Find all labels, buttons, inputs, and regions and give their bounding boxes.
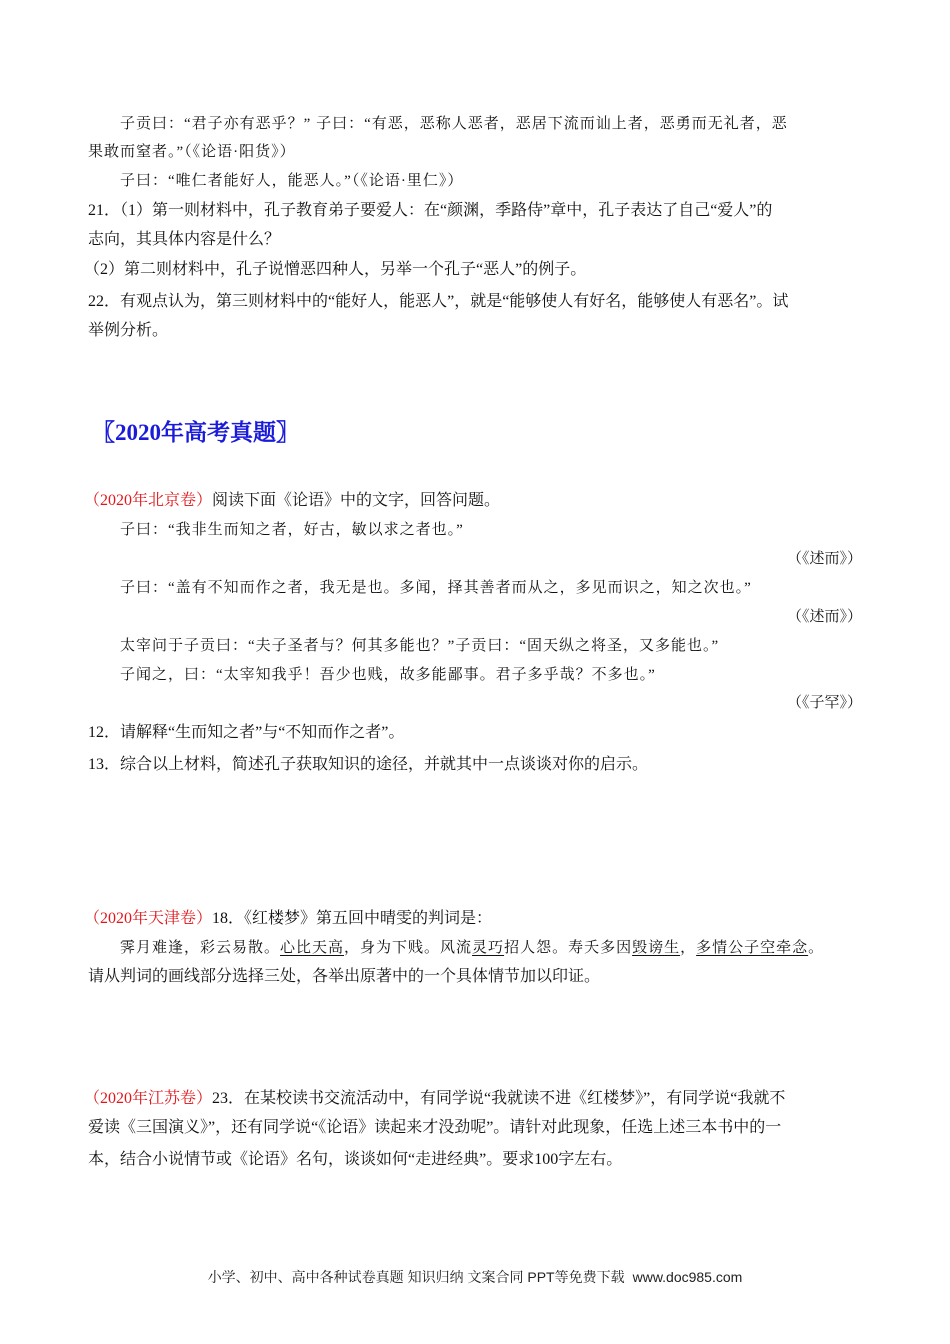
verse-text: 。 (808, 940, 825, 956)
verse-text: ，身为下贱。风流 (344, 940, 473, 956)
verse-underlined: 毁谤生 (632, 940, 681, 956)
beijing-intro (84, 491, 500, 511)
citation-shuer-1: （《述而》） (786, 551, 862, 567)
tianjin-instruction: 请从判词的画线部分选择三处，各举出原著中的一个具体情节加以印证。 (88, 968, 601, 985)
footer-text: 小学、初中、高中各种试卷真题 知识归纳 文案合同 PPT等免费下载 (207, 1269, 625, 1285)
source-label: （2020年北京卷） (84, 492, 213, 509)
source-label: （2020年天津卷） (84, 910, 213, 927)
quote-zihan-2: 子闻之，曰：“太宰知我乎！吾少也贱，故多能鄙事。君子多乎哉？不多也。” (120, 667, 656, 683)
verse-text: 霁月难逢，彩云易散。 (120, 940, 281, 956)
qingwen-verse (120, 938, 824, 958)
question-12: 12．请解释“生而知之者”与“不知而作之者”。 (88, 724, 405, 741)
jiangsu-question-23-line2: 爱读《三国演义》”，还有同学说“《论语》读起来才没劲呢”。请针对此现象，任选上述三本书中的一 (88, 1119, 782, 1136)
question-text: 23．在某校读书交流活动中，有同学说“我就读不进《红楼梦》”，有同学说“我就不 (212, 1090, 786, 1107)
quote-shuer-1: 子曰：“我非生而知之者，好古，敏以求之者也。” (120, 522, 464, 538)
question-21-line2: 志向，其具体内容是什么？ (88, 231, 281, 248)
quote-shuer-2: 子曰：“盖有不知而作之者，我无是也。多闻，择其善者而从之，多见而识之，知之次也。” (120, 580, 752, 596)
verse-underlined: 心比天高 (280, 940, 345, 956)
verse-underlined: 灵巧 (472, 940, 505, 956)
quote-liren: 子曰：“唯仁者能好人，能恶人。”（《论语·里仁》） (120, 173, 464, 189)
verse-underlined: 多情公子空牵念 (696, 940, 809, 956)
question-13: 13．综合以上材料，简述孔子获取知识的途径，并就其中一点谈谈对你的启示。 (88, 756, 649, 773)
tianjin-question-18 (84, 909, 492, 929)
citation-zihan: （《子罕》） (786, 695, 862, 711)
question-22-line2: 举例分析。 (88, 322, 169, 339)
jiangsu-question-23-line3: 本，结合小说情节或《论语》名句，谈谈如何“走进经典”。要求100字左右。 (88, 1151, 623, 1168)
intro-text: 阅读下面《论语》中的文字，回答问题。 (212, 492, 501, 509)
quote-yanghuo: 子贡曰：“君子亦有恶乎？” 子曰：“有恶，恶称人恶者，恶居下流而讪上者，恶勇而无礼者，恶 (120, 116, 788, 132)
jiangsu-question-23-line1 (84, 1089, 785, 1109)
question-21-line1: 21．（1）第一则材料中，孔子教育弟子要爱人：在“颜渊，季路侍”章中，孔子表达了自己“爱人”的 (88, 202, 773, 219)
source-label: （2020年江苏卷） (84, 1090, 213, 1107)
citation-shuer-2: （《述而》） (786, 609, 862, 625)
section-heading: 〖2020年高考真题〗 (92, 420, 299, 445)
verse-text: 招人怨。寿夭多因 (504, 940, 633, 956)
quote-yanghuo-cont: 果敢而窒者。”（《论语·阳货》） (88, 144, 296, 160)
question-21-part2: （2）第二则材料中，孔子说憎恶四种人，另举一个孔子“恶人”的例子。 (84, 261, 587, 278)
quote-zihan-1: 太宰问于子贡曰：“夫子圣者与？何其多能也？”子贡曰：“固天纵之将圣，又多能也。” (120, 638, 720, 654)
verse-text: ， (680, 940, 697, 956)
page-footer (0, 1267, 950, 1287)
question-22-line1: 22．有观点认为，第三则材料中的“能好人，能恶人”，就是“能够使人有好名，能够使人有恶名”。试 (88, 293, 789, 310)
footer-link[interactable]: www.doc985.com (632, 1269, 743, 1285)
question-text: 18．《红楼梦》第五回中晴雯的判词是： (212, 910, 493, 927)
